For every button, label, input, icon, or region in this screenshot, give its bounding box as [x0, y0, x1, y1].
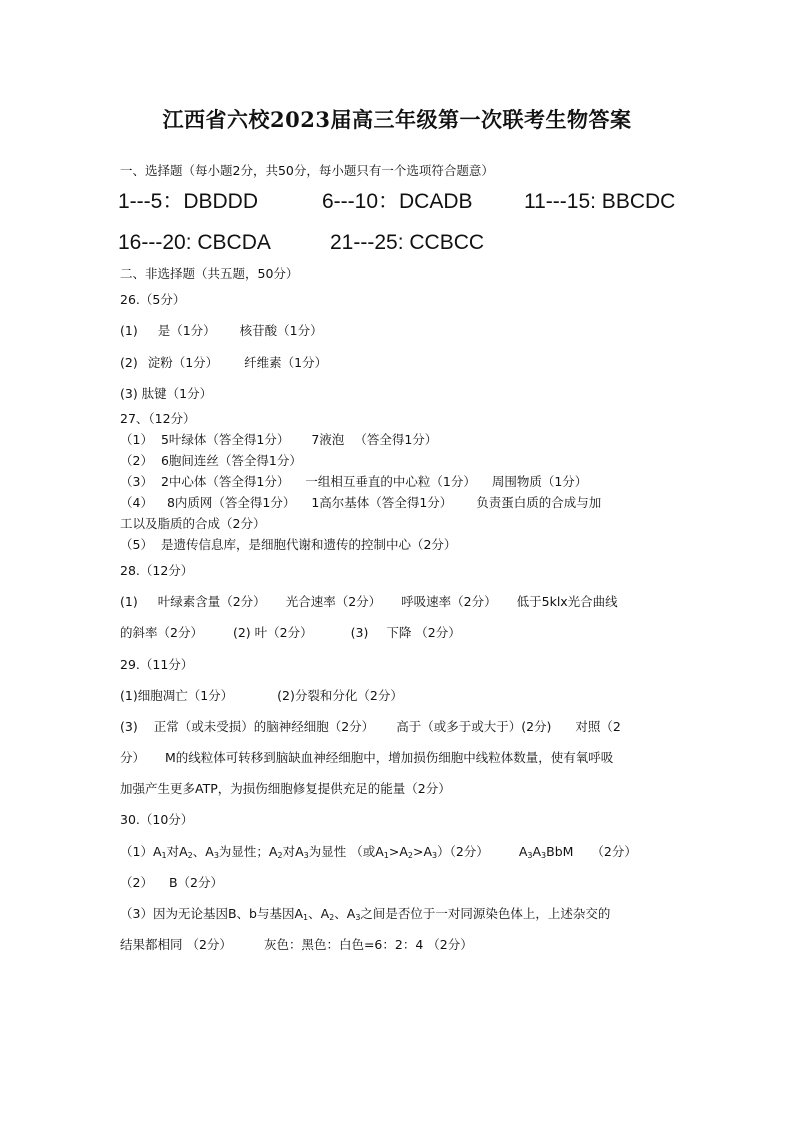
- q30-heading: 30.（10分）: [120, 812, 194, 827]
- answer-group-2: 6---10：DCADB: [322, 190, 473, 213]
- q27-heading: 27、（12分）: [120, 411, 196, 426]
- q28-l2-b: (2) 叶（2分）: [232, 625, 313, 640]
- q29-l2-a: 正常（或未受损）的脑神经细胞（2分）: [153, 719, 375, 734]
- q30-line-1: [120, 844, 637, 860]
- q28-l1-num: (1): [120, 594, 138, 609]
- q26-line-3: (3) 肽键（1分）: [120, 386, 213, 401]
- q29-l3-a: 分）: [120, 750, 146, 765]
- q26-line-2: [120, 355, 327, 371]
- q30-l1-part: （2分）: [591, 844, 637, 859]
- q26-l1-num: (1): [120, 323, 138, 338]
- q27-l3-c: 周围物质（1分）: [491, 474, 588, 489]
- q29-l1-a: (1)细胞凋亡（1分）: [120, 688, 234, 703]
- q29-l2-num: (3): [120, 719, 138, 734]
- q30-l1-sub: 3: [541, 851, 547, 860]
- q30-l1-part: >A: [412, 844, 433, 859]
- q26-heading: 26.（5分）: [120, 292, 186, 307]
- q30-line-4: [120, 937, 473, 953]
- q30-l1-part: BbM: [546, 844, 574, 859]
- q30-l1-sub: 2: [277, 851, 283, 860]
- q27-l3-num: （3）: [120, 474, 153, 489]
- q28-l2-c: (3): [350, 625, 369, 640]
- q27-l6-num: （5）: [120, 537, 153, 552]
- q30-l1-part: 对A: [282, 844, 304, 859]
- q29-l3-b: M的线粒体可转移到脑缺血神经细胞中，增加损伤细胞中线粒体数量，使有氧呼吸: [165, 750, 614, 765]
- q26-l2-b: 纤维素（1分）: [244, 355, 328, 370]
- q27-l1-num: （1）: [120, 432, 153, 447]
- q30-l1-sub: 1: [383, 851, 389, 860]
- q30-l1-part: A: [532, 844, 542, 859]
- q27-line-5: 工以及脂质的合成（2分）: [120, 516, 266, 531]
- q26-line-1: [120, 323, 323, 339]
- q30-l4-a: 结果都相同 （2分）: [120, 937, 232, 952]
- q30-l1-sub: 1: [161, 851, 167, 860]
- q30-line-2: [120, 875, 223, 891]
- q30-line-3: [120, 906, 610, 922]
- section2-heading: 二、非选择题（共五题，50分）: [120, 266, 299, 281]
- q29-l1-b: (2)分裂和分化（2分）: [277, 688, 403, 703]
- q28-line-2: [120, 625, 461, 641]
- q27-l3-a: 2中心体（答全得1分）: [160, 474, 290, 489]
- q30-l3-part: 、A: [308, 906, 330, 921]
- q29-line-3: [120, 750, 613, 766]
- q30-l1-part: ）（2分）: [437, 844, 489, 859]
- q30-l1-part: A: [518, 844, 528, 859]
- q27-l2-a: 6胞间连丝（答全得1分）: [160, 453, 302, 468]
- q30-l3-sub: 3: [355, 913, 361, 922]
- q28-l2-a: 的斜率（2分）: [120, 625, 203, 640]
- q27-l4-num: （4）: [120, 495, 153, 510]
- q27-l4-b: 1高尔基体（答全得1分）: [311, 495, 453, 510]
- q28-l1-d: 低于5klx光合曲线: [516, 594, 618, 609]
- q30-l1-part: 、A: [192, 844, 214, 859]
- q30-l1-part: 对A: [166, 844, 188, 859]
- q29-line-4: 加强产生更多ATP，为损伤细胞修复提供充足的能量（2分）: [120, 781, 451, 796]
- q30-l2-a: B（2分）: [168, 875, 223, 890]
- q27-line-6: [120, 537, 456, 553]
- q28-l2-d: 下降 （2分）: [386, 625, 461, 640]
- q30-l2-num: （2）: [120, 875, 153, 890]
- answer-group-1: 1---5：DBDDD: [118, 190, 259, 213]
- q28-l1-b: 光合速率（2分）: [285, 594, 382, 609]
- q28-l1-a: 叶绿素含量（2分）: [157, 594, 266, 609]
- q30-l3-part: 、A: [334, 906, 356, 921]
- q28-line-1: [120, 594, 618, 610]
- q27-l4-c: 负责蛋白质的合成与加: [476, 495, 602, 510]
- q28-l1-c: 呼吸速率（2分）: [401, 594, 497, 609]
- q27-line-2: [120, 453, 302, 469]
- q30-l1-part: 为显性；A: [218, 844, 278, 859]
- q30-l1-sub: 2: [187, 851, 193, 860]
- q27-line-3: [120, 474, 587, 490]
- answer-group-5: 21---25: CCBCC: [330, 231, 485, 254]
- q30-l3-sub: 1: [303, 913, 309, 922]
- q28-heading: 28.（12分）: [120, 563, 194, 578]
- q29-line-2: [120, 719, 621, 735]
- q27-l1-a: 5叶绿体（答全得1分）: [160, 432, 290, 447]
- q30-l1-part: >A: [388, 844, 408, 859]
- q27-l6-a: 是遗传信息库，是细胞代谢和遗传的控制中心（2分）: [160, 537, 457, 552]
- q26-l2-a: 淀粉（1分）: [147, 355, 219, 370]
- q30-l1-sub: 3: [303, 851, 309, 860]
- q27-l4-a: 8内质网（答全得1分）: [166, 495, 296, 510]
- q27-l3-b: 一组相互垂直的中心粒（1分）: [305, 474, 476, 489]
- q30-l4-b: 灰色：黑色：白色=6：2：4 （2分）: [263, 937, 473, 952]
- section1-heading: 一、选择题（每小题2分，共50分，每小题只有一个选项符合题意）: [120, 163, 494, 178]
- answer-group-3: 11---15: BBCDC: [524, 190, 676, 213]
- q27-l1-c: （答全得1分）: [354, 432, 438, 447]
- q30-l3-sub: 2: [329, 913, 335, 922]
- q30-l1-part: 为显性 （或A: [308, 844, 384, 859]
- q26-l2-num: (2): [120, 355, 138, 370]
- q27-line-1: [120, 432, 437, 448]
- q29-l2-c: 对照（2: [575, 719, 621, 734]
- q27-l1-b: 7液泡: [311, 432, 345, 447]
- q29-heading: 29.（11分）: [120, 657, 194, 672]
- q27-line-4: [120, 495, 601, 511]
- q30-l1-sub: 2: [407, 851, 413, 860]
- page-title: 江西省六校2023届高三年级第一次联考生物答案: [162, 107, 632, 132]
- q30-l1-sub: 3: [213, 851, 219, 860]
- q29-line-1: [120, 688, 403, 704]
- q30-l3-part: 之间是否位于一对同源染色体上，上述杂交的: [360, 906, 611, 921]
- q26-l1-a: 是（1分）: [157, 323, 216, 338]
- q30-l1-part: （1）A: [120, 844, 162, 859]
- q27-l2-num: （2）: [120, 453, 153, 468]
- q30-l1-sub: 3: [432, 851, 438, 860]
- q30-l3-part: （3）因为无论基因B、b与基因A: [120, 906, 304, 921]
- q26-l1-b: 核苷酸（1分）: [239, 323, 323, 338]
- q29-l2-b: 高于（或多于或大于）(2分): [396, 719, 552, 734]
- q30-l1-sub: 3: [527, 851, 533, 860]
- answer-group-4: 16---20: CBCDA: [118, 231, 271, 254]
